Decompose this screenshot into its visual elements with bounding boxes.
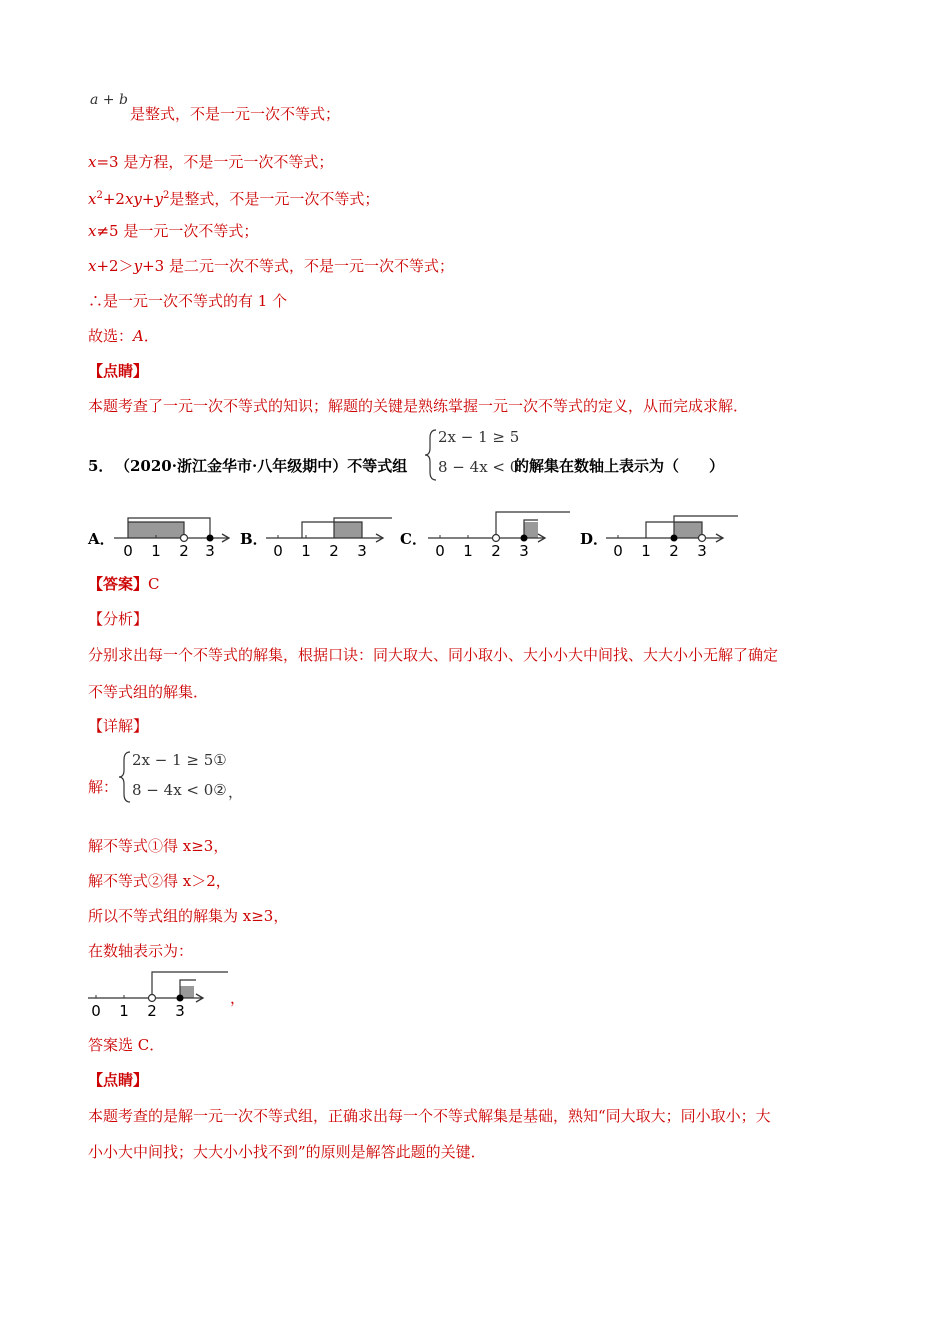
option-b-tick-2: 2 bbox=[329, 542, 339, 560]
question-source: （2020·浙江金华市·八年级期中）不等式组 bbox=[115, 457, 408, 475]
option-d-tick-0: 0 bbox=[613, 542, 623, 560]
dianjing-text-1: 本题考查了一元一次不等式的知识；解题的关键是熟练掌握一元一次不等式的定义，从而完成求解． bbox=[88, 397, 749, 415]
line-5: x+2＞y+3 是二元一次不等式，不是一元一次不等式； bbox=[88, 257, 454, 275]
question-system-row-2: 8 − 4x < 0 bbox=[438, 458, 520, 476]
option-b-tick-1: 1 bbox=[301, 542, 311, 560]
answer-system-comma: ， bbox=[228, 783, 244, 801]
fenxi-text-1: 分别求出每一个不等式的解集，根据口诀：同大取大、同小取小、大小小大中间找、大大小小无解了确定 bbox=[88, 646, 779, 664]
after-axis-comma: ， bbox=[230, 989, 246, 1007]
line-3: $x^2+2xy+y^2$是整式，不是一元一次不等式； bbox=[88, 190, 380, 208]
line-1-text: 是整式，不是一元一次不等式； bbox=[130, 105, 341, 123]
question-brace bbox=[424, 428, 438, 482]
option-a-number-line bbox=[110, 508, 235, 560]
answer-line bbox=[88, 574, 160, 594]
fenxi-label: 【分析】 bbox=[88, 610, 149, 628]
dianjing-label-1: 【点睛】 bbox=[88, 362, 149, 380]
answer-brace bbox=[118, 750, 132, 804]
dianjing-text-2a: 本题考查的是解一元一次不等式组，正确求出每一个不等式解集是基础，熟知“同大取大；同小取小；大 bbox=[88, 1107, 771, 1125]
line-4: x≠5 是一元一次不等式； bbox=[88, 222, 259, 240]
answer-value: C bbox=[148, 575, 160, 593]
option-b-tick-0: 0 bbox=[273, 542, 283, 560]
option-b-label: B． bbox=[240, 530, 268, 548]
answer-system-row-2: 8 − 4x < 0② bbox=[132, 781, 227, 799]
dianjing-label-2: 【点睛】 bbox=[88, 1071, 149, 1089]
option-d-tick-2: 2 bbox=[669, 542, 679, 560]
answer-tick-3: 3 bbox=[175, 1002, 185, 1020]
option-c-tick-2: 2 bbox=[491, 542, 501, 560]
choose-line: 答案选 C． bbox=[88, 1036, 165, 1054]
option-a-tick-2: 2 bbox=[179, 542, 189, 560]
option-a-label: A． bbox=[88, 530, 115, 548]
option-d-tick-3: 3 bbox=[697, 542, 707, 560]
option-c-tick-3: 3 bbox=[519, 542, 529, 560]
question-system-row-1: 2x − 1 ≥ 5 bbox=[438, 428, 520, 446]
option-c-tick-1: 1 bbox=[463, 542, 473, 560]
option-d-label: D． bbox=[580, 530, 609, 548]
answer-tick-2: 2 bbox=[147, 1002, 157, 1020]
option-b-number-line bbox=[262, 508, 394, 560]
option-a-tick-1: 1 bbox=[151, 542, 161, 560]
answer-label: 【答案】 bbox=[88, 575, 149, 593]
step-2: 解不等式②得 x＞2， bbox=[88, 872, 231, 890]
step-3: 所以不等式组的解集为 x≥3， bbox=[88, 907, 289, 925]
line-6: ∴是一元一次不等式的有 1 个 bbox=[88, 292, 288, 310]
option-c-label: C． bbox=[400, 530, 427, 548]
fenxi-text-2: 不等式组的解集． bbox=[88, 683, 209, 701]
option-c-tick-0: 0 bbox=[435, 542, 445, 560]
question-number: 5． bbox=[88, 457, 114, 475]
xiangjie-label: 【详解】 bbox=[88, 717, 149, 735]
fraction-expression: a + b bbox=[90, 92, 128, 108]
option-d-tick-1: 1 bbox=[641, 542, 651, 560]
line-7: 故选：A． bbox=[88, 327, 159, 345]
answer-tick-1: 1 bbox=[119, 1002, 129, 1020]
answer-number-line bbox=[84, 966, 234, 1020]
step-4: 在数轴表示为： bbox=[88, 942, 194, 960]
line-2: x=3 是方程，不是一元一次不等式； bbox=[88, 153, 334, 171]
dianjing-text-2b: 小小大中间找；大大小小找不到”的原则是解答此题的关键． bbox=[88, 1143, 486, 1161]
step-1: 解不等式①得 x≥3， bbox=[88, 837, 229, 855]
option-b-tick-3: 3 bbox=[357, 542, 367, 560]
option-a-tick-3: 3 bbox=[205, 542, 215, 560]
answer-tick-0: 0 bbox=[91, 1002, 101, 1020]
question-tail: 的解集在数轴上表示为（ ） bbox=[514, 457, 725, 475]
answer-system-row-1: 2x − 1 ≥ 5① bbox=[132, 751, 227, 769]
jie-label: 解： bbox=[88, 778, 119, 796]
option-c-number-line bbox=[424, 508, 574, 560]
option-a-tick-0: 0 bbox=[123, 542, 133, 560]
option-d-number-line bbox=[602, 508, 742, 560]
